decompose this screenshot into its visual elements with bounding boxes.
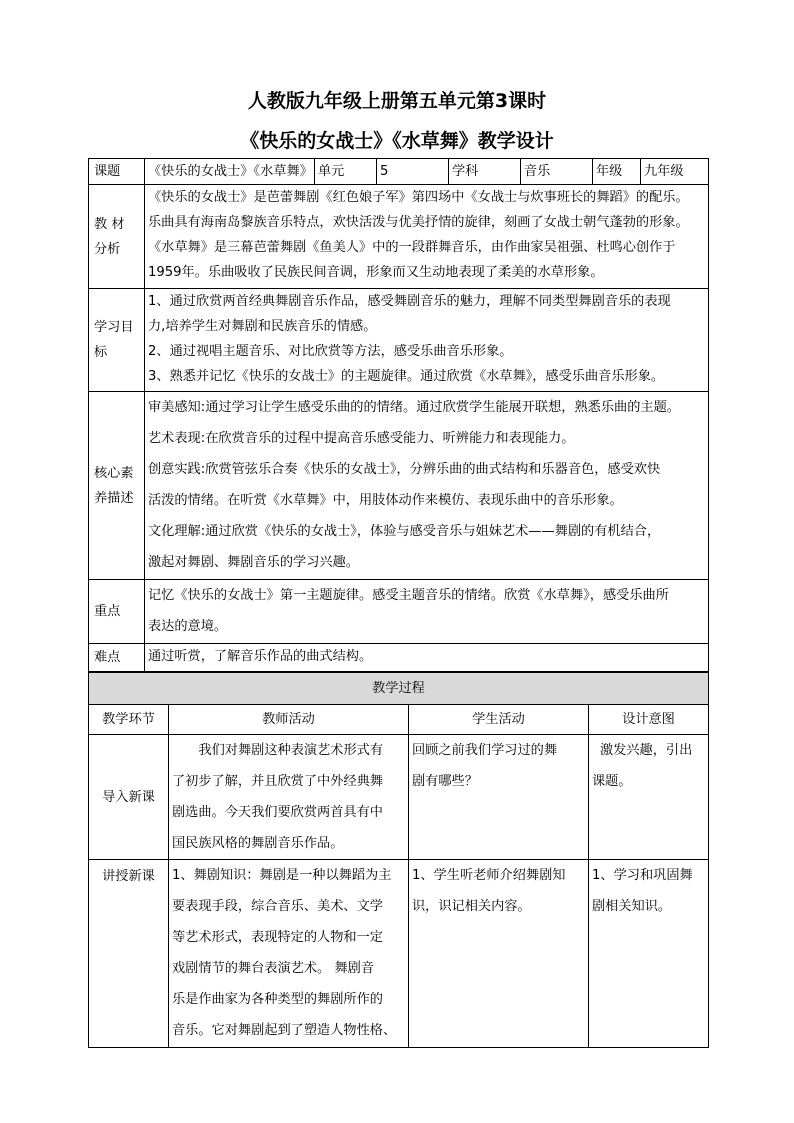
student-cell xyxy=(409,735,589,860)
teacher-line: 音乐。它对舞剧起到了塑造人物性格、 xyxy=(172,1023,397,1038)
subject-label: 学科 xyxy=(449,159,521,185)
process-header-row xyxy=(89,705,709,735)
goals-line: 1、通过欣赏两首经典舞剧音乐作品，感受舞剧音乐的魅力，理解不同类型舞剧音乐的表现 xyxy=(148,294,671,309)
teacher-line: 1、舞剧知识：舞剧是一种以舞蹈为主 xyxy=(172,868,392,883)
keypoints-row xyxy=(89,580,709,644)
grade-value: 九年级 xyxy=(641,159,709,185)
student-cell xyxy=(409,860,589,1048)
teacher-cell xyxy=(169,735,409,860)
topic-label: 课题 xyxy=(89,159,145,185)
core-line: 文化理解:通过欣赏《快乐的女战士》，体验与感受音乐与姐妹艺术——舞剧的有机结合， xyxy=(148,524,661,539)
core-line: 激起对舞剧、舞剧音乐的学习兴趣。 xyxy=(148,555,359,570)
teacher-line: 要表现手段，综合音乐、美术、文学 xyxy=(172,899,383,914)
material-content xyxy=(145,185,709,289)
col-header-teacher: 教师活动 xyxy=(169,705,409,735)
stage-cell: 导入新课 xyxy=(89,735,169,860)
unit-value: 5 xyxy=(377,159,449,185)
core-line: 创意实践:欣赏管弦乐合奏《快乐的女战士》，分辨乐曲的曲式结构和乐器音色，感受欢快 xyxy=(148,462,661,477)
subject-value: 音乐 xyxy=(521,159,593,185)
teacher-line: 国民族风格的舞剧音乐作品。 xyxy=(172,836,344,851)
header-row xyxy=(89,159,709,185)
core-row xyxy=(89,392,709,580)
material-line: 1959年。乐曲吸收了民族民间音调，形象而又生动地表现了柔美的水草形象。 xyxy=(148,265,604,280)
teaching-process-table xyxy=(88,672,709,1048)
keypoints-line: 记忆《快乐的女战士》第一主题旋律。感受主题音乐的情绪。欣赏《水草舞》，感受乐曲所 xyxy=(148,588,669,603)
teacher-line: 等艺术形式，表现特定的人物和一定 xyxy=(172,930,383,945)
core-line: 艺术表现:在欣赏音乐的过程中提高音乐感受能力、听辨能力和表现能力。 xyxy=(148,431,575,446)
intent-line: 1、学习和巩固舞 xyxy=(592,868,693,883)
col-header-stage: 教学环节 xyxy=(89,705,169,735)
intent-cell xyxy=(589,860,709,1048)
unit-label: 单元 xyxy=(315,159,377,185)
student-line: 回顾之前我们学习过的舞 xyxy=(412,743,558,758)
difficulty-content: 通过听赏，了解音乐作品的曲式结构。 xyxy=(145,644,709,672)
core-line: 活泼的情绪。在听赏《水草舞》中，用肢体动作来模仿、表现乐曲中的音乐形象。 xyxy=(148,493,623,508)
col-header-student: 学生活动 xyxy=(409,705,589,735)
teacher-line: 我们对舞剧这种表演艺术形式有 xyxy=(198,743,384,758)
goals-content xyxy=(145,289,709,392)
teacher-line: 戏剧情节的舞台表演艺术。 舞剧音 xyxy=(172,961,375,976)
document-title: 人教版九年级上册第五单元第3课时 xyxy=(247,90,547,112)
difficulty-row xyxy=(89,644,709,672)
teacher-cell xyxy=(169,860,409,1048)
stage-cell: 讲授新课 xyxy=(89,860,169,1048)
student-line: 识，识记相关内容。 xyxy=(412,899,531,914)
difficulty-label: 难点 xyxy=(89,644,145,672)
core-content xyxy=(145,392,709,580)
goals-line: 2、通过视唱主题音乐、对比欣赏等方法，感受乐曲音乐形象。 xyxy=(148,344,513,359)
student-line: 剧有哪些？ xyxy=(412,774,478,789)
goals-row xyxy=(89,289,709,392)
keypoints-line: 表达的意境。 xyxy=(148,619,228,634)
teacher-line: 乐是作曲家为各种类型的舞剧所作的 xyxy=(172,992,383,1007)
goals-label: 学习目标 xyxy=(89,289,145,392)
material-line: 《快乐的女战士》是芭蕾舞剧《红色娘子军》第四场中《女战士与炊事班长的舞蹈》的配乐。 xyxy=(148,190,689,205)
document-subtitle: 《快乐的女战士》《水草舞》教学设计 xyxy=(240,130,554,152)
material-line: 乐曲具有海南岛黎族音乐特点，欢快活泼与优美抒情的旋律，刻画了女战士朝气蓬勃的形象。 xyxy=(148,215,689,230)
core-line: 审美感知:通过学习让学生感受乐曲的的情绪。通过欣赏学生能展开联想，熟悉乐曲的主题。 xyxy=(148,400,680,415)
table-row xyxy=(89,735,709,860)
topic-value: 《快乐的女战士》《水草舞》 xyxy=(145,159,315,185)
material-label: 教 材 分析 xyxy=(89,185,145,289)
material-row xyxy=(89,185,709,289)
intent-line: 课题。 xyxy=(592,774,632,789)
keypoints-label: 重点 xyxy=(89,580,145,644)
grade-label: 年级 xyxy=(593,159,641,185)
lesson-info-table xyxy=(88,158,709,672)
core-label: 核心素养描述 xyxy=(89,392,145,580)
intent-line: 激发兴趣，引出 xyxy=(600,743,693,758)
intent-cell xyxy=(589,735,709,860)
goals-line: 力,培养学生对舞剧和民族音乐的情感。 xyxy=(148,319,377,334)
material-line: 《水草舞》是三幕芭蕾舞剧《鱼美人》中的一段群舞音乐，由作曲家吴祖强、杜鸣心创作于 xyxy=(148,240,676,255)
intent-line: 剧相关知识。 xyxy=(592,899,672,914)
teacher-line: 剧选曲。今天我们要欣赏两首具有中 xyxy=(172,805,383,820)
goals-line: 3、熟悉并记忆《快乐的女战士》的主题旋律。通过欣赏《水草舞》，感受乐曲音乐形象。 xyxy=(148,369,665,384)
col-header-intent: 设计意图 xyxy=(589,705,709,735)
keypoints-content xyxy=(145,580,709,644)
student-line: 1、学生听老师介绍舞剧知 xyxy=(412,868,566,883)
table-row xyxy=(89,860,709,1048)
process-title-row xyxy=(89,673,709,705)
teacher-line: 了初步了解，并且欣赏了中外经典舞 xyxy=(172,774,383,789)
process-title: 教学过程 xyxy=(89,673,709,705)
